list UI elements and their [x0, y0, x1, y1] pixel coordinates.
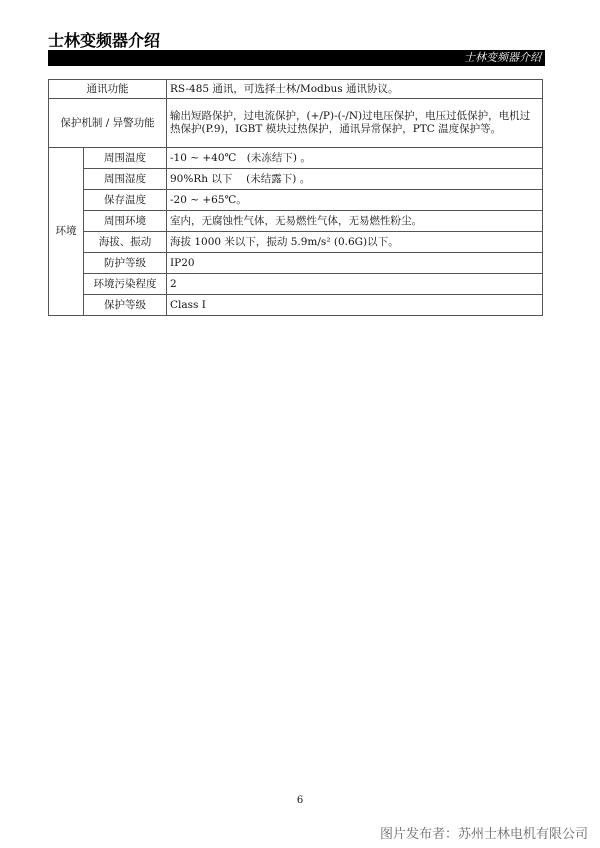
row-label: 通讯功能 [49, 80, 167, 99]
table-row [49, 190, 543, 211]
table-row [49, 295, 543, 316]
row-label: 保护等级 [84, 295, 167, 316]
header-bar-text: 士林变频器介绍 [464, 51, 541, 64]
table-row [49, 99, 543, 148]
row-value: 90%Rh 以下 (未结露下) 。 [167, 169, 543, 190]
document-title: 士林变频器介绍 [48, 31, 161, 50]
env-group-label: 环境 [49, 148, 84, 316]
table-row [49, 169, 543, 190]
spec-table [48, 79, 543, 316]
table-row [49, 211, 543, 232]
row-value: 输出短路保护，过电流保护，(+/P)-(-/N)过电压保护，电压过低保护，电机过热保护(P.9)，IGBT 模块过热保护，通讯异常保护，PTC 温度保护等。 [167, 99, 543, 148]
row-value: 室内，无腐蚀性气体，无易燃性气体，无易燃性粉尘。 [167, 211, 543, 232]
row-label: 周围湿度 [84, 169, 167, 190]
row-label: 环境污染程度 [84, 274, 167, 295]
page-number: 6 [296, 795, 304, 806]
table-row [49, 253, 543, 274]
row-label: 周围温度 [84, 148, 167, 169]
row-value: -10 ~ +40℃ (未冻结下) 。 [167, 148, 543, 169]
row-value: RS-485 通讯，可选择士林/Modbus 通讯协议。 [167, 80, 543, 99]
row-label: 保护机制 / 异警功能 [49, 99, 167, 148]
table-row [49, 148, 543, 169]
row-value: IP20 [167, 253, 543, 274]
row-value: 海拔 1000 米以下，振动 5.9m/s² (0.6G)以下。 [167, 232, 543, 253]
row-label: 周围环境 [84, 211, 167, 232]
row-value: 2 [167, 274, 543, 295]
row-label: 保存温度 [84, 190, 167, 211]
header-bar [48, 50, 545, 66]
row-label: 防护等级 [84, 253, 167, 274]
table-row [49, 80, 543, 99]
row-value: -20 ~ +65℃。 [167, 190, 543, 211]
table-row [49, 274, 543, 295]
row-label: 海拔、振动 [84, 232, 167, 253]
table-row [49, 232, 543, 253]
publisher-watermark: 图片发布者：苏州士林电机有限公司 [379, 827, 588, 842]
row-value: Class I [167, 295, 543, 316]
